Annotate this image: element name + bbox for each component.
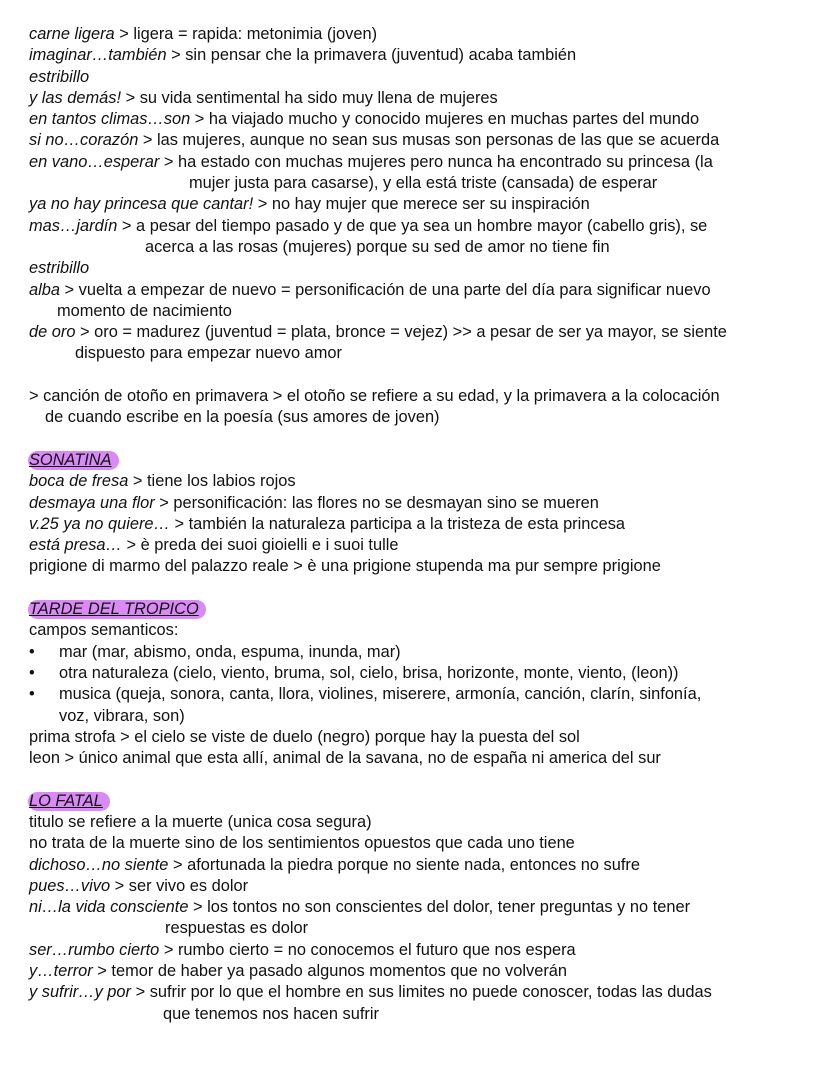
note-text: > las mujeres, aunque no sean sus musas son personas de las que se acuerda [138, 131, 720, 150]
note-line [29, 748, 819, 769]
note-line [29, 109, 819, 130]
spacer [29, 429, 819, 450]
note-text: titulo se refiere a la muerte (unica cosa segura) [29, 812, 372, 831]
note-text: respuestas es dolor [165, 919, 309, 938]
quote-fragment: carne ligera [29, 25, 115, 43]
note-line [29, 343, 819, 364]
note-text: leon > único animal que esta allí, animal de la savana, no de españa ni america del sur [29, 749, 661, 768]
note-line [29, 855, 819, 876]
quote-fragment: estribillo [29, 67, 90, 86]
note-text: > temor de haber ya pasado algunos momentos que no volverán [92, 962, 568, 981]
note-line [29, 194, 819, 215]
intro-line: campos semanticos: [29, 621, 179, 640]
note-line [29, 940, 819, 961]
note-line [29, 301, 819, 322]
note-text: no trata de la muerte sino de los sentimientos opuestos que cada uno tiene [29, 834, 575, 853]
spacer [29, 578, 819, 599]
bullet-item [29, 663, 819, 684]
note-text: > è preda dei suoi gioielli e i suoi tulle [121, 536, 399, 555]
note-text: > rumbo cierto = no conocemos el futuro que nos espera [159, 940, 576, 959]
quote-fragment: y sufrir…y por [29, 983, 132, 1002]
note-line [29, 45, 819, 66]
quote-fragment: y las demás! [29, 88, 122, 107]
note-line [29, 130, 819, 151]
note-text: > ser vivo es dolor [110, 876, 249, 895]
note-text: > su vida sentimental ha sido muy llena de mujeres [121, 88, 498, 107]
bullet-item [29, 706, 819, 727]
quote-fragment: ya no hay princesa que cantar! [29, 195, 254, 214]
note-line [29, 322, 819, 343]
note-text: acerca a las rosas (mujeres) porque su sed de amor no tiene fin [145, 237, 610, 256]
bullet-text: otra naturaleza (cielo, viento, bruma, sol, cielo, brisa, horizonte, monte, viento, (leon)) [59, 663, 679, 682]
quote-fragment: ni…la vida consciente [29, 898, 189, 917]
note-line [29, 812, 819, 833]
note-text: > vuelta a empezar de nuevo = personificación de una parte del día para significar nuevo [60, 280, 711, 299]
note-text: que tenemos nos hacen sufrir [163, 1004, 379, 1023]
note-line [29, 152, 819, 173]
note-line [29, 280, 819, 301]
spacer [29, 769, 819, 790]
note-text: dispuesto para empezar nuevo amor [75, 344, 342, 363]
note-line [29, 514, 819, 535]
quote-fragment: ser…rumbo cierto [29, 940, 160, 959]
note-line [29, 471, 819, 492]
quote-fragment: imaginar…también [29, 46, 167, 65]
summary-note [29, 386, 819, 429]
note-text: > canción de otoño en primavera > el otoño se refiere a su edad, y la primavera a la colocación [29, 387, 720, 406]
quote-fragment: está presa… [29, 536, 122, 555]
document-page [29, 24, 819, 1025]
note-line [29, 216, 819, 237]
note-text: prigione di marmo del palazzo reale > è una prigione stupenda ma pur sempre prigione [29, 557, 661, 576]
note-text: > sufrir por lo que el hombre en sus limites no puede conoscer, todas las dudas [131, 983, 712, 1002]
section-lo-fatal [29, 791, 819, 1025]
note-text: > no hay mujer que merece ser su inspiración [253, 195, 590, 214]
bullet-text: voz, vibrara, son) [59, 706, 185, 725]
note-text: > a pesar del tiempo pasado y de que ya sea un hombre mayor (cabello gris), se [117, 216, 708, 235]
note-line [29, 493, 819, 514]
note-line [29, 897, 819, 918]
note-line [29, 982, 819, 1003]
quote-fragment: estribillo [29, 259, 90, 278]
cancion-de-otono-notes [29, 24, 819, 365]
bullet-item [29, 642, 819, 663]
note-line [29, 876, 819, 897]
quote-fragment: dichoso…no siente [29, 855, 169, 874]
note-text: > personificación: las flores no se desmayan sino se mueren [154, 493, 599, 512]
note-line [29, 88, 819, 109]
bullet-text: mar (mar, abismo, onda, espuma, inunda, mar) [59, 642, 401, 661]
section-heading: TARDE DEL TROPICO [28, 600, 206, 619]
bullet-text: musica (queja, sonora, canta, llora, violines, miserere, armonía, canción, clarín, sinfonía, [59, 685, 702, 704]
note-line [29, 386, 819, 407]
bullet-icon: • [29, 685, 35, 704]
section-heading: SONATINA [28, 451, 119, 470]
note-text: > también la naturaleza participa a la tristeza de esta princesa [169, 514, 626, 533]
note-line [29, 918, 819, 939]
quote-fragment: v.25 ya no quiere… [29, 514, 170, 533]
quote-fragment: de oro [29, 323, 76, 342]
note-text: > ha estado con muchas mujeres pero nunca ha encontrado su princesa (la [159, 152, 713, 171]
note-line [29, 961, 819, 982]
quote-fragment: desmaya una flor [29, 493, 155, 512]
note-text: mujer justa para casarse), y ella está triste (cansada) de esperar [189, 174, 658, 193]
quote-fragment: y…terror [29, 962, 93, 981]
section-tarde-del-tropico [29, 599, 819, 769]
note-line [29, 535, 819, 556]
note-line [29, 407, 819, 428]
note-text: > ha viajado mucho y conocido mujeres en muchas partes del mundo [190, 110, 700, 129]
note-text: prima strofa > el cielo se viste de duelo (negro) porque hay la puesta del sol [29, 727, 580, 746]
note-line [29, 1004, 819, 1025]
spacer [29, 365, 819, 386]
note-line [29, 833, 819, 854]
note-text: momento de nacimiento [57, 301, 232, 320]
quote-fragment: mas…jardín [29, 216, 118, 235]
bullet-icon: • [29, 642, 35, 661]
note-text: > sin pensar che la primavera (juventud) acaba también [166, 46, 577, 65]
note-line [29, 556, 819, 577]
note-line [29, 727, 819, 748]
note-text: > ligera = rapida: metonimia (joven) [114, 25, 378, 43]
quote-fragment: pues…vivo [29, 876, 111, 895]
quote-fragment: si no…corazón [29, 131, 139, 150]
note-text: > afortunada la piedra porque no siente nada, entonces no sufre [168, 855, 640, 874]
note-line [29, 24, 819, 45]
note-text: de cuando escribe en la poesía (sus amores de joven) [45, 408, 440, 427]
note-line [29, 258, 819, 279]
quote-fragment: alba [29, 280, 60, 299]
note-line [29, 237, 819, 258]
note-line [29, 67, 819, 88]
quote-fragment: en vano…esperar [29, 152, 160, 171]
bullet-icon: • [29, 663, 35, 682]
note-text: > tiene los labios rojos [128, 472, 296, 491]
note-text: > los tontos no son conscientes del dolor, tener preguntas y no tener [188, 898, 691, 917]
note-line [29, 173, 819, 194]
quote-fragment: en tantos climas…son [29, 110, 191, 129]
note-text: > oro = madurez (juventud = plata, bronce = vejez) >> a pesar de ser ya mayor, se siente [75, 323, 727, 342]
section-sonatina [29, 450, 819, 578]
bullet-item [29, 684, 819, 705]
section-heading: LO FATAL [28, 792, 110, 811]
quote-fragment: boca de fresa [29, 472, 129, 491]
